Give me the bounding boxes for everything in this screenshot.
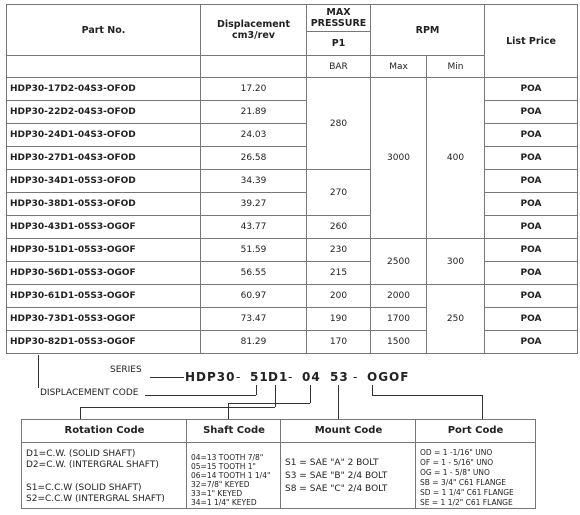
shaft-leader bbox=[228, 403, 310, 404]
rpm-max-cell: 2000 bbox=[371, 285, 427, 308]
shaft-code-box bbox=[186, 419, 282, 509]
header-bar: BAR bbox=[307, 56, 371, 78]
shaft-leader-drop bbox=[228, 403, 229, 419]
shaft-code-line: 32=7/8" KEYED bbox=[191, 480, 250, 489]
code-dash: - bbox=[353, 370, 358, 384]
port-leader bbox=[372, 395, 482, 396]
table-row-part: HDP30-82D1-05S3-OGOF bbox=[7, 331, 201, 354]
rotation-code-line: S2=C.C.W (INTERGRAL SHAFT) bbox=[26, 494, 165, 504]
table-row-part: HDP30-56D1-05S3-OGOF bbox=[7, 262, 201, 285]
table-row-displacement: 51.59 bbox=[201, 239, 307, 262]
table-row-displacement: 39.27 bbox=[201, 193, 307, 216]
rotation-leader-drop bbox=[80, 407, 81, 419]
table-row-part: HDP30-43D1-05S3-OGOF bbox=[7, 216, 201, 239]
port-code-line: OF = 1 - 5/16" UNO bbox=[420, 458, 494, 467]
mount-code-title: Mount Code bbox=[281, 420, 416, 443]
code-part-port: OGOF bbox=[367, 370, 410, 384]
table-row-price: POA bbox=[485, 193, 578, 216]
table-row-displacement: 26.58 bbox=[201, 147, 307, 170]
table-row-displacement: 17.20 bbox=[201, 78, 307, 101]
table-row-part: HDP30-51D1-05S3-OGOF bbox=[7, 239, 201, 262]
series-label: SERIES bbox=[110, 365, 142, 375]
table-row-price: POA bbox=[485, 262, 578, 285]
table-row-displacement: 73.47 bbox=[201, 308, 307, 331]
shaft-leader-vertical bbox=[310, 385, 311, 403]
port-code-box bbox=[415, 419, 536, 509]
pressure-cell: 200 bbox=[307, 285, 371, 308]
pressure-cell: 170 bbox=[307, 331, 371, 354]
table-row-price: POA bbox=[485, 331, 578, 354]
displacement-leader-vertical bbox=[256, 385, 257, 395]
table-leader bbox=[38, 355, 39, 388]
header-part-no: Part No. bbox=[7, 5, 201, 56]
shaft-code-line: 34=1 1/4" KEYED bbox=[191, 498, 257, 507]
port-code-line: OD = 1 -1/16" UNO bbox=[420, 448, 493, 457]
table-row-displacement: 43.77 bbox=[201, 216, 307, 239]
mount-code-line: S1 = SAE "A" 2 BOLT bbox=[285, 458, 379, 468]
table-row-part: HDP30-17D2-04S3-OFOD bbox=[7, 78, 201, 101]
mount-code-line: S3 = SAE "B" 2/4 BOLT bbox=[285, 471, 388, 481]
displacement-code-label: DISPLACEMENT CODE bbox=[40, 388, 139, 398]
code-part-displacement: 51 bbox=[250, 370, 269, 384]
table-row-displacement: 56.55 bbox=[201, 262, 307, 285]
rotation-code-line: D2=C.W. (INTERGRAL SHAFT) bbox=[26, 460, 159, 470]
pressure-cell: 280 bbox=[307, 78, 371, 170]
port-code-line: SB = 3/4" C61 FLANGE bbox=[420, 478, 506, 487]
port-code-line: SE = 1 1/2" C61 FLANGE bbox=[420, 498, 513, 507]
code-diagram bbox=[0, 355, 580, 515]
rpm-max-cell: 1700 bbox=[371, 308, 427, 331]
rotation-code-line: D1=C.W. (SOLID SHAFT) bbox=[26, 449, 136, 459]
header-displacement-line2: cm3/rev bbox=[232, 30, 275, 41]
table-row-part: HDP30-27D1-04S3-OFOD bbox=[7, 147, 201, 170]
port-code-line: OG = 1 - 5/8" UNO bbox=[420, 468, 490, 477]
rpm-max-cell: 3000 bbox=[371, 78, 427, 239]
header-p1: P1 bbox=[307, 32, 371, 56]
table-row-price: POA bbox=[485, 124, 578, 147]
table-row-price: POA bbox=[485, 239, 578, 262]
shaft-code-line: 05=15 TOOTH 1" bbox=[191, 462, 256, 471]
pressure-cell: 270 bbox=[307, 170, 371, 216]
pressure-cell: 260 bbox=[307, 216, 371, 239]
table-row-price: POA bbox=[485, 216, 578, 239]
mount-code-box bbox=[280, 419, 417, 509]
specification-table bbox=[6, 4, 578, 354]
port-code-line: SD = 1 1/4" C61 FLANGE bbox=[420, 488, 514, 497]
table-row-displacement: 24.03 bbox=[201, 124, 307, 147]
rotation-code-box bbox=[21, 419, 188, 509]
table-row-part: HDP30-73D1-05S3-OGOF bbox=[7, 308, 201, 331]
code-part-mount: 53 bbox=[330, 370, 349, 384]
displacement-leader bbox=[145, 395, 256, 396]
header-rpm-min: Min bbox=[427, 56, 485, 78]
rpm-max-cell: 2500 bbox=[371, 239, 427, 285]
header-max-pressure-line2: PRESSURE bbox=[310, 18, 367, 29]
header-part-no-blank bbox=[7, 56, 201, 78]
header-displacement-line1: Displacement bbox=[217, 19, 290, 30]
shaft-code-title: Shaft Code bbox=[187, 420, 281, 443]
header-displacement-blank bbox=[201, 56, 307, 78]
series-leader bbox=[150, 377, 184, 378]
rpm-min-cell: 300 bbox=[427, 239, 485, 285]
pressure-cell: 215 bbox=[307, 262, 371, 285]
table-row-part: HDP30-22D2-04S3-OFOD bbox=[7, 101, 201, 124]
header-rpm: RPM bbox=[371, 5, 485, 56]
port-code-title: Port Code bbox=[416, 420, 535, 443]
table-row-part: HDP30-34D1-05S3-OFOD bbox=[7, 170, 201, 193]
header-list-price: List Price bbox=[485, 5, 578, 78]
rotation-leader bbox=[80, 407, 275, 408]
mount-code-line: S8 = SAE "C" 2/4 BOLT bbox=[285, 484, 388, 494]
code-part-shaft: 04 bbox=[302, 370, 321, 384]
table-row-part: HDP30-61D1-05S3-OGOF bbox=[7, 285, 201, 308]
header-max-pressure bbox=[307, 5, 371, 32]
rpm-max-cell: 1500 bbox=[371, 331, 427, 354]
rpm-min-cell: 250 bbox=[427, 285, 485, 354]
rpm-min-cell: 400 bbox=[427, 78, 485, 239]
table-row-price: POA bbox=[485, 147, 578, 170]
table-row-price: POA bbox=[485, 170, 578, 193]
port-leader-vertical bbox=[372, 385, 373, 395]
shaft-code-line: 33=1" KEYED bbox=[191, 489, 243, 498]
table-row-price: POA bbox=[485, 308, 578, 331]
code-part-rotation: D1 bbox=[268, 370, 289, 384]
table-row-displacement: 81.29 bbox=[201, 331, 307, 354]
rotation-code-title: Rotation Code bbox=[22, 420, 187, 443]
table-row-price: POA bbox=[485, 101, 578, 124]
header-displacement bbox=[201, 5, 307, 56]
code-part-series: HDP30 bbox=[185, 370, 236, 384]
shaft-code-line: 04=13 TOOTH 7/8" bbox=[191, 453, 264, 462]
code-dash: - bbox=[236, 370, 241, 384]
table-row-price: POA bbox=[485, 285, 578, 308]
header-max-pressure-line1: MAX bbox=[326, 7, 351, 18]
table-row-displacement: 34.39 bbox=[201, 170, 307, 193]
table-row-part: HDP30-24D1-04S3-OFOD bbox=[7, 124, 201, 147]
shaft-code-line: 06=14 TOOTH 1 1/4" bbox=[191, 471, 271, 480]
table-row-price: POA bbox=[485, 78, 578, 101]
pressure-cell: 190 bbox=[307, 308, 371, 331]
rotation-code-line: S1=C.C.W (SOLID SHAFT) bbox=[26, 483, 142, 493]
table-row-displacement: 21.89 bbox=[201, 101, 307, 124]
mount-leader-vertical bbox=[338, 385, 339, 419]
header-rpm-max: Max bbox=[371, 56, 427, 78]
pressure-cell: 230 bbox=[307, 239, 371, 262]
table-row-part: HDP30-38D1-05S3-OFOD bbox=[7, 193, 201, 216]
port-leader-drop bbox=[482, 395, 483, 419]
code-dash: - bbox=[288, 370, 293, 384]
table-row-displacement: 60.97 bbox=[201, 285, 307, 308]
